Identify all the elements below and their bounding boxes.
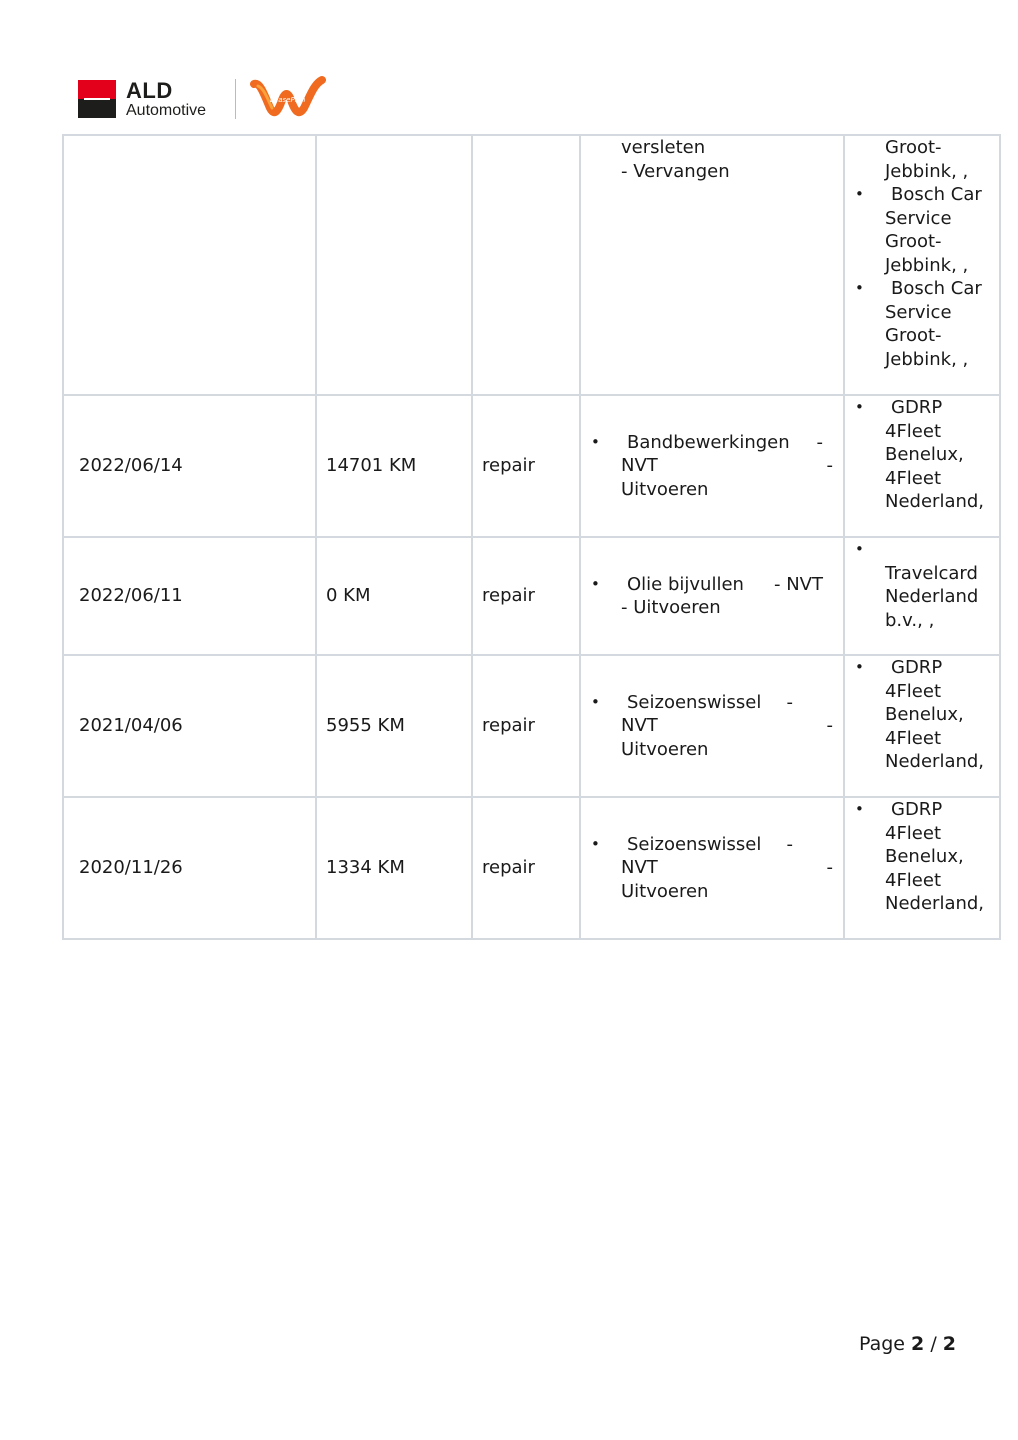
supplier-line: 4Fleet xyxy=(885,680,942,702)
supplier-line: GDRP xyxy=(891,657,943,678)
bullet: • xyxy=(855,279,864,297)
supplier-item xyxy=(855,277,995,371)
supplier-line: Groot- xyxy=(885,137,942,158)
supplier-cell xyxy=(844,655,1000,797)
supplier-line: Bosch Car xyxy=(891,278,982,299)
supplier-line: Travelcard xyxy=(885,562,978,584)
type-cell: repair xyxy=(472,395,580,537)
table-row-continued xyxy=(63,135,1000,395)
bullet: • xyxy=(591,692,600,711)
supplier-line: Service xyxy=(885,207,952,229)
date-cell: 2022/06/11 xyxy=(63,537,316,655)
supplier-line: Benelux, xyxy=(885,846,964,867)
page-separator: / xyxy=(930,1333,937,1355)
km-cell: 5955 KM xyxy=(316,655,472,797)
work-dash: - xyxy=(826,455,833,477)
supplier-line: Nederland, xyxy=(885,751,985,772)
type-cell: repair xyxy=(472,537,580,655)
date-cell: 2022/06/14 xyxy=(63,395,316,537)
supplier-line: 4Fleet xyxy=(885,467,942,489)
work-title: Seizoenswissel xyxy=(627,691,762,713)
page-total: 2 xyxy=(942,1333,956,1355)
date-cell xyxy=(63,135,316,395)
work-line: - Uitvoeren xyxy=(621,597,721,618)
work-line: NVT xyxy=(621,715,658,737)
supplier-item xyxy=(855,183,995,277)
table-row xyxy=(63,395,1000,537)
ald-logo-name: ALD xyxy=(126,78,173,103)
supplier-line: b.v., , xyxy=(885,609,935,631)
work-title: Seizoenswissel xyxy=(627,833,762,855)
table-row xyxy=(63,655,1000,797)
bullet: • xyxy=(591,432,600,451)
table-row xyxy=(63,537,1000,655)
supplier-line: 4Fleet xyxy=(885,822,942,844)
work-line: Uitvoeren xyxy=(621,738,709,760)
work-cell xyxy=(580,655,844,797)
supplier-line: Benelux, xyxy=(885,444,964,465)
km-cell: 14701 KM xyxy=(316,395,472,537)
logo-divider xyxy=(235,79,236,119)
leaseplan-logo xyxy=(250,74,326,122)
work-dash: - xyxy=(826,857,833,879)
type-cell: repair xyxy=(472,655,580,797)
supplier-cell xyxy=(844,135,1000,395)
page-word: Page xyxy=(858,1333,905,1355)
work-line: NVT xyxy=(621,857,658,879)
work-line: - Vervangen xyxy=(621,160,730,182)
supplier-line: GDRP xyxy=(891,799,943,820)
type-cell xyxy=(472,135,580,395)
km-cell xyxy=(316,135,472,395)
supplier-line: Nederland xyxy=(885,586,979,607)
supplier-line: Jebbink, , xyxy=(885,160,969,182)
supplier-line: Jebbink, , xyxy=(885,348,969,370)
work-dash: - xyxy=(816,431,823,453)
bullet: • xyxy=(855,658,864,676)
bullet: • xyxy=(855,800,864,818)
date-cell: 2020/11/26 xyxy=(63,797,316,939)
work-dash: - xyxy=(826,715,833,737)
table-row xyxy=(63,797,1000,939)
work-line: Uitvoeren xyxy=(621,478,709,500)
page-number xyxy=(859,1333,956,1355)
bullet: • xyxy=(591,834,600,853)
work-title: Bandbewerkingen xyxy=(627,431,790,453)
work-cell xyxy=(580,537,844,655)
supplier-line: Groot- xyxy=(885,231,942,252)
supplier-line: 4Fleet xyxy=(885,727,942,749)
bullet: • xyxy=(855,185,864,203)
supplier-line: Nederland, xyxy=(885,491,985,512)
bullet: • xyxy=(855,398,864,416)
km-cell: 0 KM xyxy=(316,537,472,655)
supplier-line xyxy=(885,538,995,562)
type-cell: repair xyxy=(472,797,580,939)
bullet: • xyxy=(855,540,864,558)
ald-logo-sub: Automotive xyxy=(126,102,207,119)
bullet: • xyxy=(591,574,600,593)
work-dash: - NVT xyxy=(774,573,823,595)
supplier-line: GDRP xyxy=(891,397,943,418)
supplier-line: 4Fleet xyxy=(885,420,942,442)
work-cell xyxy=(580,797,844,939)
supplier-line: Nederland, xyxy=(885,893,985,914)
work-dash: - xyxy=(786,833,793,855)
repair-history-table xyxy=(62,134,1001,940)
supplier-line: Service xyxy=(885,301,952,323)
km-cell: 1334 KM xyxy=(316,797,472,939)
supplier-line: Jebbink, , xyxy=(885,254,969,276)
ald-logo-mark xyxy=(78,80,116,118)
work-line: Uitvoeren xyxy=(621,880,709,902)
supplier-line: Bosch Car xyxy=(891,184,982,205)
work-title: Olie bijvullen xyxy=(627,573,744,595)
work-cell xyxy=(580,135,844,395)
supplier-item xyxy=(885,136,995,183)
page-current: 2 xyxy=(911,1333,925,1355)
supplier-cell xyxy=(844,797,1000,939)
work-line: versleten xyxy=(621,137,706,158)
work-cell xyxy=(580,395,844,537)
date-cell: 2021/04/06 xyxy=(63,655,316,797)
work-dash: - xyxy=(786,691,793,713)
ald-automotive-logo xyxy=(78,78,238,122)
leaseplan-logo-text: LeasePlan xyxy=(270,96,306,104)
work-line: NVT xyxy=(621,455,658,477)
supplier-line: Groot- xyxy=(885,325,942,346)
supplier-line: 4Fleet xyxy=(885,869,942,891)
supplier-line: Benelux, xyxy=(885,704,964,725)
supplier-cell xyxy=(844,537,1000,655)
supplier-cell xyxy=(844,395,1000,537)
